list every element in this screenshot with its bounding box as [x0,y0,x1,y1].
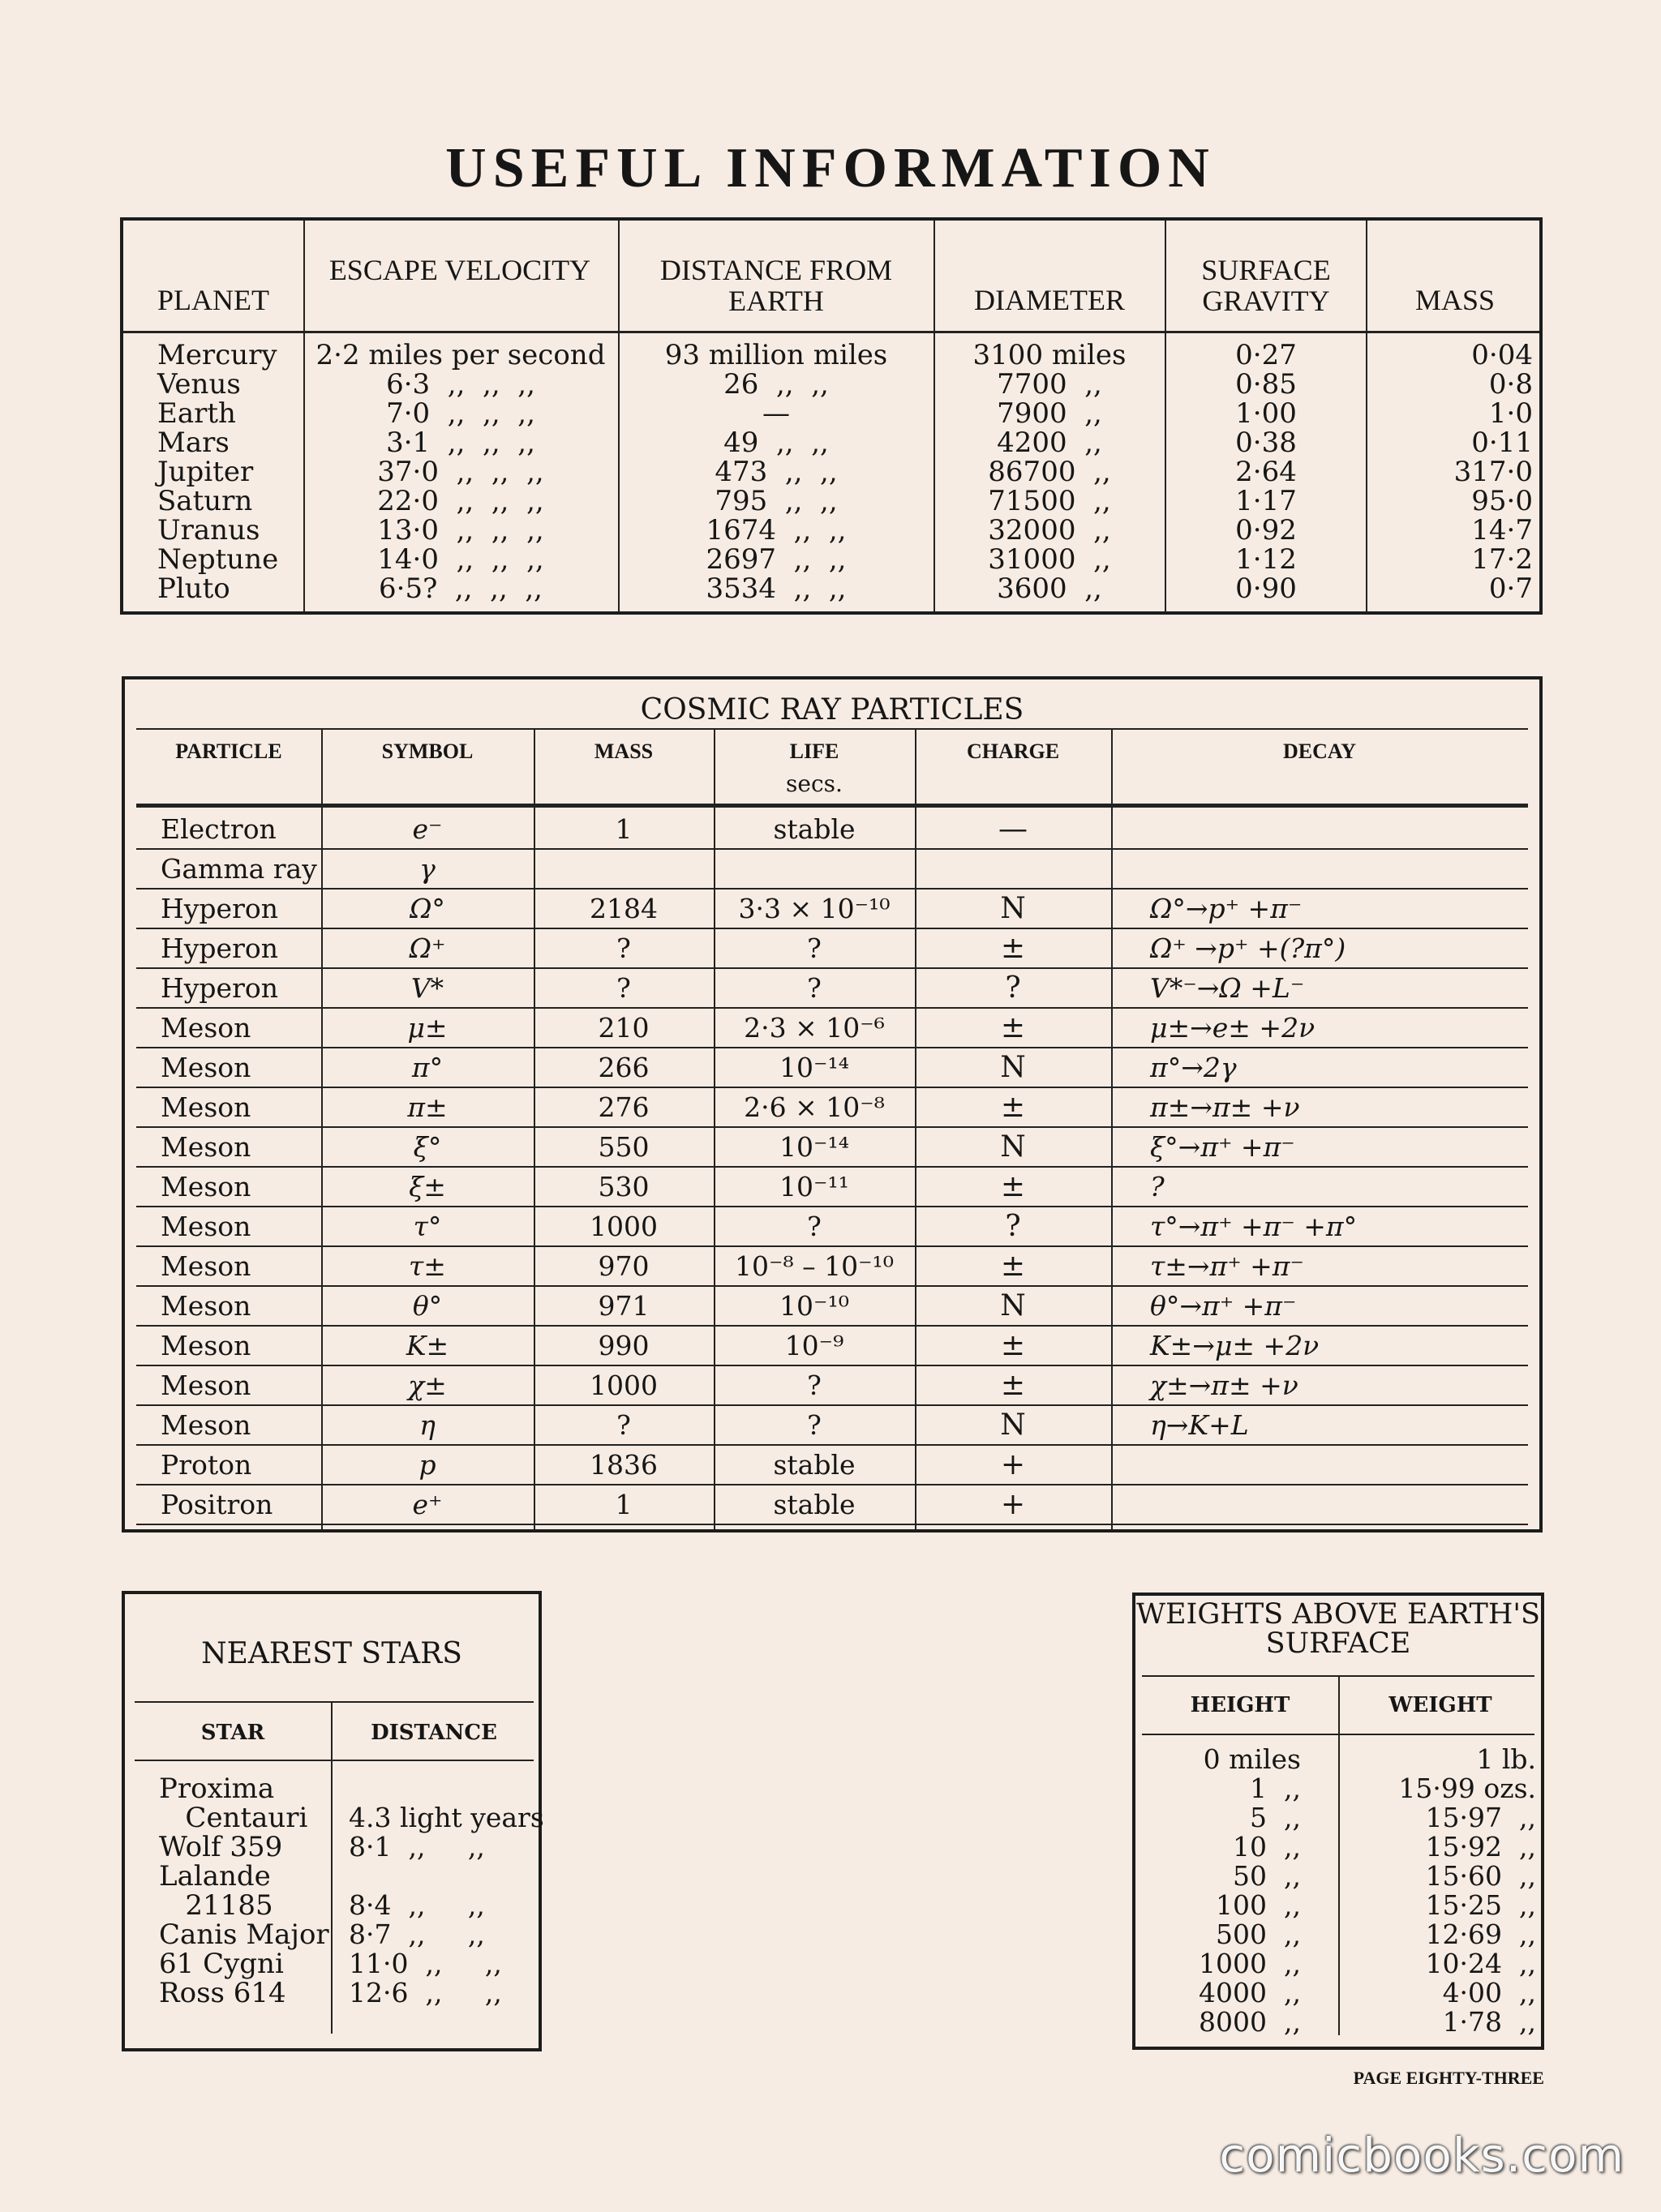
planet-distance-cell: 26 ,, ,, [723,368,829,401]
col-header-decay: DECAY [1282,739,1357,763]
particle-decay-cell: π±→π± +ν [1150,1091,1300,1123]
height-cell: 1 ,, [1250,1773,1301,1804]
table-row [136,889,1528,928]
particle-decay-cell: ξ°→π⁺ +π⁻ [1150,1131,1295,1163]
col-header-symbol: SYMBOL [381,739,474,763]
particle-life-cell: ? [807,1409,822,1441]
particle-life-cell: 10⁻¹⁴ [779,1052,849,1083]
planet-distance-cell: — [762,397,790,430]
planet-diameter-cell: 71500 ,, [988,485,1111,517]
particle-decay-cell: Ω⁺ →p⁺ +(?π°) [1150,932,1346,964]
col-header-charge: CHARGE [966,739,1060,763]
table-row [136,1048,1528,1087]
particle-particle-cell: Meson [161,1091,251,1123]
particle-decay-cell: Ω°→p⁺ +π⁻ [1150,893,1303,924]
watermark-logo: comicbooks.com [1219,2128,1625,2183]
planet-planet-cell: Mars [157,427,230,459]
particle-life-cell: ? [807,1370,822,1401]
weights-title-line2: SURFACE [1265,1627,1411,1660]
star-name-cell: Centauri [159,1802,308,1834]
col-header-escape-velocity: ESCAPE VELOCITY [328,254,591,286]
particle-symbol-cell: τ° [413,1211,442,1242]
planet-escape-cell: 22·0 ,, ,, ,, [377,485,544,517]
table-row [136,1365,1528,1405]
particle-life-cell: 3·3 × 10⁻¹⁰ [738,893,891,924]
planet-planet-cell: Venus [157,368,241,401]
col-header-distance: DISTANCE FROM EARTH [659,254,893,317]
height-cell: 500 ,, [1216,1918,1301,1950]
planet-diameter-cell: 31000 ,, [988,543,1111,576]
table-row [136,1405,1528,1445]
particle-symbol-cell: ξ° [413,1131,442,1163]
particle-particle-cell: Electron [161,813,277,845]
planets-table [120,217,1543,615]
particle-particle-cell: Meson [161,1330,251,1361]
table-row [1135,1803,1541,1833]
planet-escape-cell: 2·2 miles per second [315,339,606,371]
particle-charge-cell: ± [1000,1170,1026,1203]
table-row [123,399,1539,428]
height-cell: 4000 ,, [1199,1977,1301,2008]
planet-diameter-cell: 7900 ,, [997,397,1102,430]
weight-cell: 15·25 ,, [1425,1889,1536,1921]
planet-rows [123,341,1539,608]
particle-symbol-cell: p [418,1449,436,1481]
particle-charge-cell: ± [1000,1250,1026,1283]
table-row [136,1246,1528,1286]
planet-gravity-cell: 2·64 [1235,456,1297,488]
particle-life-cell: 10⁻¹⁴ [779,1131,849,1163]
table-row [136,1087,1528,1127]
table-row [123,516,1539,545]
table-row [136,1485,1528,1524]
particle-decay-cell: π°→2γ [1150,1052,1237,1083]
particle-life-cell: stable [773,813,856,845]
particle-particle-cell: Meson [161,1052,251,1083]
col-header-particle: PARTICLE [175,739,282,763]
planet-mass-cell: 17·2 [1471,543,1533,576]
particle-decay-cell: η→K+L [1150,1409,1249,1441]
nearest-stars-table [122,1591,542,2051]
planet-planet-cell: Mercury [157,339,277,371]
weight-cell: 10·24 ,, [1425,1948,1536,1979]
planet-escape-cell: 14·0 ,, ,, ,, [377,543,544,576]
planet-mass-cell: 0·11 [1471,427,1533,459]
table-row [136,1207,1528,1246]
particle-particle-cell: Meson [161,1409,251,1441]
particle-life-cell: ? [807,1211,822,1242]
stars-table-title: NEAREST STARS [201,1637,462,1670]
table-row [123,341,1539,370]
planet-planet-cell: Neptune [157,543,279,576]
particle-mass-cell: ? [616,972,631,1004]
particle-mass-cell: ? [616,932,631,964]
particle-symbol-cell: K± [406,1330,449,1361]
table-row [136,1326,1528,1365]
planet-gravity-cell: 1·00 [1235,397,1297,430]
particle-charge-cell: ± [1000,1329,1026,1362]
page-title: USEFUL INFORMATION [445,137,1216,199]
planet-escape-cell: 7·0 ,, ,, ,, [386,397,535,430]
planet-mass-cell: 1·0 [1488,397,1533,430]
particle-particle-cell: Hyperon [161,932,278,964]
weight-cell: 12·69 ,, [1425,1918,1536,1950]
table-row [136,1445,1528,1485]
table-row [136,849,1528,889]
particle-charge-cell: ? [1005,1210,1021,1243]
weight-cell: 1 lb. [1476,1743,1536,1775]
planet-mass-cell: 317·0 [1453,456,1533,488]
particle-mass-cell: 550 [598,1131,650,1163]
table-row [1135,1745,1541,1774]
particle-life-cell: 10⁻⁸ – 10⁻¹⁰ [735,1250,894,1282]
particle-mass-cell: 1000 [590,1211,658,1242]
planet-mass-cell: 0·8 [1488,368,1533,401]
list-item [125,1978,539,2008]
particle-charge-cell: N [1000,1408,1026,1442]
particle-life-cell: ? [807,972,822,1004]
height-cell: 50 ,, [1233,1860,1301,1892]
particle-particle-cell: Hyperon [161,893,278,924]
planet-gravity-cell: 0·27 [1235,339,1297,371]
planet-mass-cell: 95·0 [1471,485,1533,517]
particle-particle-cell: Meson [161,1290,251,1322]
table-row [136,1008,1528,1048]
table-row [123,457,1539,487]
planet-distance-cell: 1674 ,, ,, [706,514,847,547]
weight-cell: 4·00 ,, [1442,1977,1536,2008]
particle-decay-cell: V*⁻→Ω +L⁻ [1150,972,1305,1004]
table-row [123,574,1539,603]
planet-mass-cell: 14·7 [1471,514,1533,547]
weights-table [1132,1593,1544,2050]
table-row [1135,1891,1541,1920]
particle-decay-cell: K±→μ± +2ν [1150,1330,1320,1361]
star-name-cell: Canis Major [159,1918,329,1951]
planet-diameter-cell: 4200 ,, [997,427,1102,459]
particle-particle-cell: Meson [161,1012,251,1044]
particle-mass-cell: 266 [598,1052,650,1083]
particle-charge-cell: ± [1000,1091,1026,1124]
table-row [136,968,1528,1008]
particle-charge-cell: N [1000,1289,1026,1322]
col-header-star: STAR [200,1721,265,1745]
table-row [123,545,1539,574]
particle-particle-cell: Meson [161,1171,251,1202]
particle-life-cell: 2·3 × 10⁻⁶ [744,1012,885,1044]
particle-particle-cell: Proton [161,1449,252,1481]
particle-particle-cell: Meson [161,1131,251,1163]
particle-life-cell: stable [773,1449,856,1481]
planet-mass-cell: 0·04 [1471,339,1533,371]
particle-symbol-cell: τ± [409,1250,446,1282]
planet-planet-cell: Jupiter [157,456,254,488]
table-row [136,1127,1528,1167]
particle-life-cell [714,849,915,889]
planet-distance-cell: 93 million miles [664,339,888,371]
particle-decay-cell: μ±→e± +2ν [1150,1012,1315,1044]
particle-symbol-cell: Ω° [410,893,445,924]
star-distance-cell: 12·6 ,, ,, [349,1977,502,2008]
planet-distance-cell: 49 ,, ,, [723,427,829,459]
planet-diameter-cell: 86700 ,, [988,456,1111,488]
table-row [1135,1774,1541,1803]
planet-escape-cell: 3·1 ,, ,, ,, [386,427,535,459]
star-distance-cell: 4.3 light years [349,1802,544,1833]
star-distance-cell: 8·7 ,, ,, [349,1918,485,1950]
list-item [125,1833,539,1862]
particle-decay-cell [1111,809,1528,849]
particle-decay-cell [1111,1485,1528,1524]
star-distance-cell: 8·4 ,, ,, [349,1889,485,1921]
planet-mass-cell: 0·7 [1488,572,1533,605]
particle-symbol-cell: χ± [408,1370,447,1401]
table-row [1135,1978,1541,2008]
list-item [125,1949,539,1978]
particle-symbol-cell: e⁻ [412,813,443,845]
particle-particle-cell: Positron [161,1489,273,1520]
col-header-planet: PLANET [157,284,269,316]
particle-decay-cell: χ±→π± +ν [1150,1370,1298,1401]
table-row [1135,2008,1541,2037]
planet-distance-cell: 795 ,, ,, [715,485,838,517]
star-name-cell: 21185 [159,1889,273,1922]
table-row [1135,1920,1541,1949]
planet-distance-cell: 473 ,, ,, [715,456,838,488]
particle-symbol-cell: η [419,1409,436,1441]
weight-cell: 15·99 ozs. [1398,1773,1536,1804]
planet-escape-cell: 6·3 ,, ,, ,, [386,368,535,401]
table-row [1135,1862,1541,1891]
planet-diameter-cell: 32000 ,, [988,514,1111,547]
table-row [123,370,1539,399]
list-item [125,1920,539,1949]
star-name-cell: Proxima [159,1773,275,1805]
planet-gravity-cell: 1·12 [1235,543,1297,576]
planet-distance-cell: 2697 ,, ,, [706,543,847,576]
planet-planet-cell: Uranus [157,514,260,547]
particle-decay-cell: ? [1150,1171,1165,1202]
particle-charge-cell: N [1000,892,1026,925]
particle-charge-cell: ± [1000,1369,1026,1402]
particle-symbol-cell: Ω⁺ [409,932,446,964]
particle-mass-cell: 1 [615,1489,633,1520]
planet-gravity-cell: 0·38 [1235,427,1297,459]
life-unit-label: secs. [786,770,843,797]
particle-mass-cell: 2184 [590,893,658,924]
planet-gravity-cell: 0·85 [1235,368,1297,401]
cosmic-table-title: COSMIC RAY PARTICLES [640,693,1024,727]
col-header-mass: MASS [594,739,654,763]
star-name-cell: Ross 614 [159,1977,286,2009]
particle-mass-cell [534,849,714,889]
planet-gravity-cell: 0·90 [1235,572,1297,605]
planet-escape-cell: 37·0 ,, ,, ,, [377,456,544,488]
star-distance-cell: 11·0 ,, ,, [349,1948,502,1979]
table-row [136,928,1528,968]
particle-life-cell: 2·6 × 10⁻⁸ [744,1091,885,1123]
particle-particle-cell: Hyperon [161,972,278,1004]
table-row [136,1286,1528,1326]
planet-gravity-cell: 0·92 [1235,514,1297,547]
particle-decay-cell [1111,849,1528,889]
weight-cell: 15·97 ,, [1425,1802,1536,1833]
particle-charge-cell: ± [1000,1011,1026,1044]
particle-particle-cell: Meson [161,1250,251,1282]
particle-particle-cell: Meson [161,1370,251,1401]
table-row [1135,1949,1541,1978]
particle-charge-cell: + [1000,1448,1026,1481]
list-item [125,1802,544,1834]
particle-life-cell: 10⁻⁹ [784,1330,844,1361]
list-item [125,1891,539,1920]
col-header-life: LIFE [789,739,839,763]
particle-mass-cell: 276 [598,1091,650,1123]
particle-decay-cell: θ°→π⁺ +π⁻ [1150,1290,1297,1322]
particle-symbol-cell: γ [419,853,436,885]
particle-symbol-cell: e⁺ [412,1489,443,1520]
height-cell: 0 miles [1203,1743,1301,1775]
particle-symbol-cell: π° [411,1052,444,1083]
table-row [123,428,1539,457]
col-header-mass: MASS [1414,284,1496,316]
table-row [136,1167,1528,1207]
particle-symbol-cell: π± [407,1091,448,1123]
weight-cell: 15·60 ,, [1425,1860,1536,1892]
weight-cell: 1·78 ,, [1442,2006,1536,2038]
particle-life-cell: 10⁻¹¹ [779,1171,849,1202]
particle-particle-cell: Gamma ray [161,853,317,885]
particle-mass-cell: 530 [598,1171,650,1202]
planet-diameter-cell: 7700 ,, [997,368,1102,401]
particle-charge-cell: + [1000,1488,1026,1521]
particle-charge-cell: N [1000,1051,1026,1084]
col-header-height: HEIGHT [1190,1693,1290,1717]
particle-charge-cell: — [998,812,1028,846]
cosmic-ray-table [122,676,1543,1533]
planet-planet-cell: Earth [157,397,236,430]
weight-cell: 15·92 ,, [1425,1831,1536,1863]
col-header-distance-stars: DISTANCE [371,1721,497,1745]
height-cell: 1000 ,, [1199,1948,1301,1979]
particle-symbol-cell: ξ± [409,1171,446,1202]
table-row [136,809,1528,849]
particle-charge-cell: N [1000,1130,1026,1164]
particle-charge-cell: ? [1005,971,1021,1005]
particle-mass-cell: 1836 [590,1449,658,1481]
particle-life-cell: ? [807,932,822,964]
star-name-cell: 61 Cygni [159,1948,284,1980]
page-number: PAGE EIGHTY-THREE [1353,2068,1544,2088]
cosmic-grid [136,728,1528,1529]
particle-decay-cell: τ±→π⁺ +π⁻ [1150,1250,1304,1282]
particle-charge-cell [915,849,1111,889]
planet-planet-cell: Saturn [157,485,253,517]
particle-mass-cell: 971 [598,1290,650,1322]
col-header-diameter: DIAMETER [974,284,1125,316]
particle-decay-cell [1111,1445,1528,1485]
particle-mass-cell: 970 [598,1250,650,1282]
height-cell: 10 ,, [1233,1831,1301,1863]
particle-mass-cell: 1000 [590,1370,658,1401]
star-name-cell: Lalande [159,1860,271,1893]
planet-diameter-cell: 3100 miles [972,339,1127,371]
planet-planet-cell: Pluto [157,572,230,605]
particle-mass-cell: 210 [598,1012,650,1044]
particle-decay-cell: τ°→π⁺ +π⁻ +π° [1150,1211,1358,1242]
height-cell: 5 ,, [1250,1802,1301,1833]
list-item [125,1862,539,1891]
planet-escape-cell: 6·5? ,, ,, ,, [379,572,543,605]
star-name-cell: Wolf 359 [159,1831,283,1863]
particle-particle-cell: Meson [161,1211,251,1242]
particle-mass-cell: 990 [598,1330,650,1361]
height-cell: 100 ,, [1216,1889,1301,1921]
planet-diameter-cell: 3600 ,, [997,572,1102,605]
particle-life-cell: 10⁻¹⁰ [779,1290,849,1322]
particle-life-cell: stable [773,1489,856,1520]
weights-title-line1: WEIGHTS ABOVE EARTH'S [1136,1598,1540,1631]
particle-symbol-cell: μ± [407,1012,448,1044]
planet-gravity-cell: 1·17 [1235,485,1297,517]
particle-mass-cell: 1 [615,813,633,845]
list-item [125,1774,539,1803]
particle-charge-cell: ± [1000,932,1026,965]
particle-symbol-cell: θ° [412,1290,443,1322]
planet-escape-cell: 13·0 ,, ,, ,, [377,514,544,547]
particle-symbol-cell: V* [410,972,444,1004]
table-row [1135,1833,1541,1862]
star-distance-cell: 8·1 ,, ,, [349,1831,485,1863]
table-row [123,487,1539,516]
col-header-weight: WEIGHT [1388,1693,1492,1717]
planet-distance-cell: 3534 ,, ,, [706,572,847,605]
col-header-surface-gravity: SURFACE GRAVITY [1201,254,1331,317]
particle-mass-cell: ? [616,1409,631,1441]
height-cell: 8000 ,, [1199,2006,1301,2038]
